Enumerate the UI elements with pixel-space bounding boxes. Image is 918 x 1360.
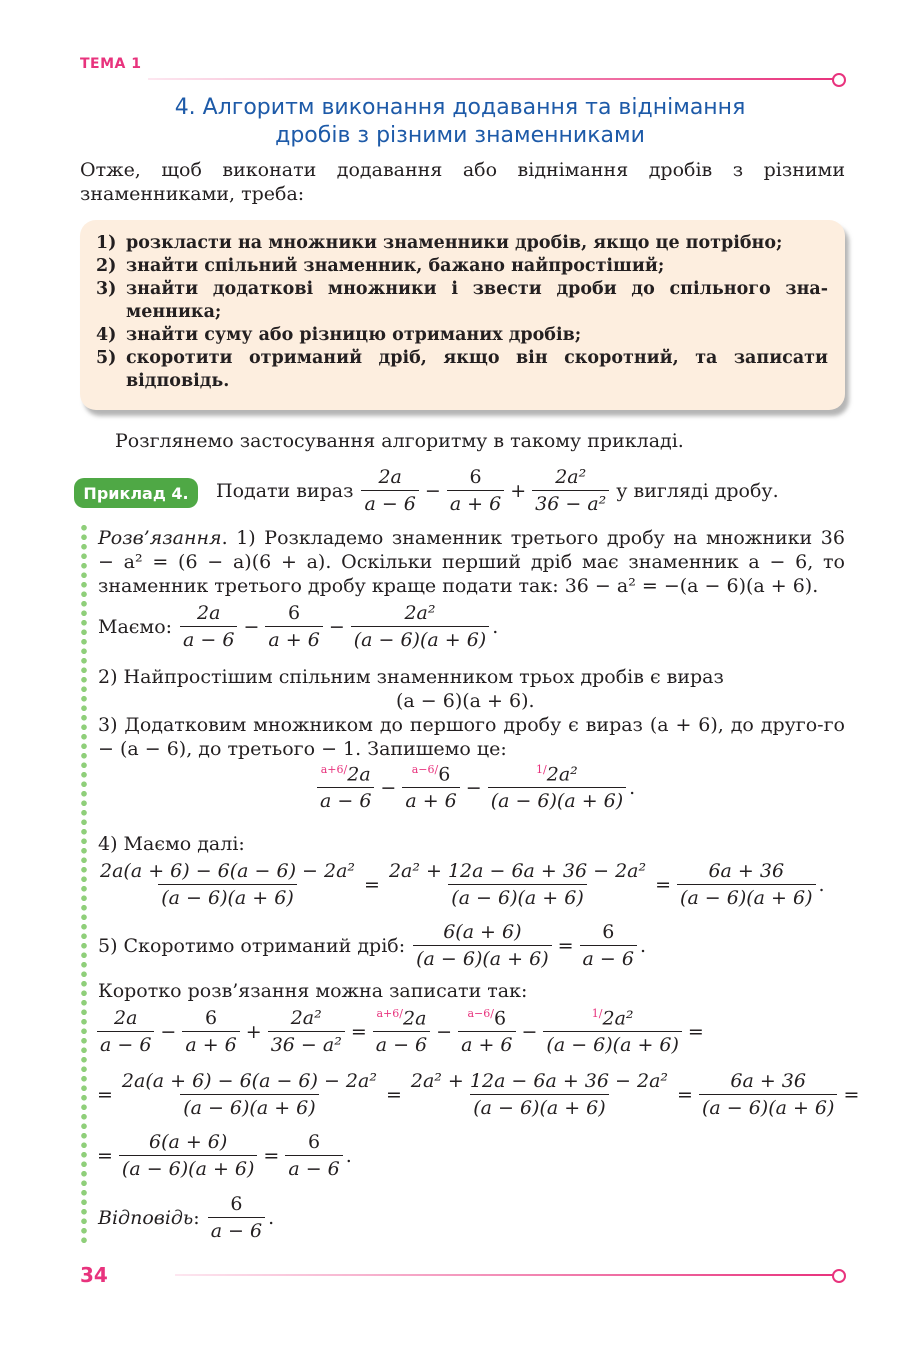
extended-fractions: $\frac{^{a+6/}2a}{a - 6}$ − $\frac{^{a-6/}6}{a + 6}$ − $\frac{^{1/}2a^2}{(a - 6)(a + 6)}$ . <box>314 763 635 812</box>
short-line-3: = $\frac{6(a + 6)}{(a - 6)(a + 6)}$ = $\frac{6}{a - 6}$ . <box>97 1131 352 1180</box>
fraction: $\frac{6}{a + 6}$ <box>265 602 322 651</box>
fraction: $\frac{^{a+6/}2a}{a - 6}$ <box>317 763 374 812</box>
fraction: $\frac{^{a-6/}6}{a + 6}$ <box>402 763 459 812</box>
example-task: Подати вираз $\frac{2a}{a - 6}$ − $\frac{6}{a + 6}$ + $\frac{\text{2a²}}{\text{36 − a²}}$ у вигляді дробу. <box>216 466 779 515</box>
solution-step-3: 3) Додатковим множником до першого дробу є вираз (a + 6), до друго-го − (a − 6), до третього − 1. Запишемо це: <box>98 714 845 760</box>
fraction: $\frac{^{a-6/}6}{a + 6}$ <box>458 1007 515 1056</box>
common-denominator: (a − 6)(a + 6). <box>396 690 535 712</box>
solution-step-1: Розв’язання. 1) Розкладемо знаменник третього дробу на множники 36 − a² = (6 − a)(6 + a). Оскільки перший дріб має знаменник a − 6, то знаменник третього дробу краще подати так: 36 − a² = −(a − 6)(a + 6). <box>98 527 845 597</box>
algorithm-list <box>96 232 828 393</box>
algorithm-step-2: 2) знайти спільний знаменник, бажано найпростіший; <box>96 256 665 276</box>
header-rule <box>148 78 834 80</box>
algorithm-step-1: 1) розкласти на множники знаменники дробів, якщо це потрібно; <box>96 233 783 253</box>
page-number: 34 <box>80 1263 108 1287</box>
fraction: $\frac{\text{2a²}}{\text{36 − a²}}$ <box>268 1007 345 1056</box>
solution-step-4: 4) Маємо далі: <box>98 833 245 855</box>
fraction: $\frac{6(a + 6)}{(a - 6)(a + 6)}$ <box>119 1131 257 1180</box>
solution-dotted-margin <box>80 523 88 1245</box>
step-4-chain: $\frac{\text{2a(a + 6) − 6(a − 6) − 2a²}}{(a - 6)(a + 6)}$ = $\frac{\text{2a² + 12a − 6a + 36 − 2a²}}{(a - 6)(a + 6)}$ = $\frac{6a + 36}{(a - 6)(a + 6)}$ . <box>94 860 825 909</box>
fraction: $\frac{2a}{a - 6}$ <box>361 466 418 515</box>
header-rule-end-circle <box>832 73 846 87</box>
example-intro: Розглянемо застосування алгоритму в такому прикладі. <box>115 430 684 452</box>
fraction: $\frac{6a + 36}{(a - 6)(a + 6)}$ <box>677 860 815 909</box>
answer: Відповідь : $\frac{6}{a - 6}$ . <box>98 1193 275 1242</box>
algorithm-step-5: 5) скоротити отриманий дріб, якщо він скоротний, та записати відповідь. <box>96 348 828 391</box>
fraction: $\frac{\text{2a(a + 6) − 6(a − 6) − 2a²}}{(a - 6)(a + 6)}$ <box>100 860 356 909</box>
fraction: $\frac{6}{a + 6}$ <box>447 466 504 515</box>
solution-step-2: 2) Найпростішим спільним знаменником трьох дробів є вираз <box>98 666 724 688</box>
solution-step-5: 5) Скоротимо отриманий дріб: $\frac{6(a + 6)}{(a - 6)(a + 6)}$ = $\frac{6}{a - 6}$ . <box>98 921 646 970</box>
fraction: $\frac{6a + 36}{(a - 6)(a + 6)}$ <box>699 1070 837 1119</box>
section-title: 4. Алгоритм виконання додавання та віднімання дробів з різними знаменниками <box>174 95 746 148</box>
fraction: $\frac{6}{a - 6}$ <box>208 1193 265 1242</box>
fraction: $\frac{6}{a - 6}$ <box>285 1131 342 1180</box>
short-solution-intro: Коротко розв’язання можна записати так: <box>98 980 528 1002</box>
fraction: $\frac{2a}{a - 6}$ <box>180 602 237 651</box>
footer-rule-end-circle <box>832 1269 846 1283</box>
fraction: $\frac{2a}{a - 6}$ <box>97 1007 154 1056</box>
fraction: $\frac{6(a + 6)}{(a - 6)(a + 6)}$ <box>413 921 551 970</box>
fraction: $\frac{\text{2a²}}{\text{36 − a²}}$ <box>532 466 609 515</box>
short-line-1: $\frac{2a}{a - 6}$ − $\frac{6}{a + 6}$ + $\frac{\text{2a²}}{\text{36 − a²}}$ = $\frac{^{a+6/}2a}{a - 6}$ − $\frac{^{a-6/}6}{a + 6}$ − $\frac{^{1/}2a^2}{(a - 6)(a + 6)}$ = <box>94 1007 707 1056</box>
algorithm-step-3: 3) знайти додаткові множники і звести дроби до спільного зна-менника; <box>96 279 828 322</box>
fraction: $\frac{6}{a - 6}$ <box>580 921 637 970</box>
fraction: $\frac{\text{2a² + 12a − 6a + 36 − 2a²}}{(a - 6)(a + 6)}$ <box>410 1070 669 1119</box>
example-badge: Приклад 4. <box>74 478 198 508</box>
fraction: $\frac{\text{2a(a + 6) − 6(a − 6) − 2a²}}{(a - 6)(a + 6)}$ <box>121 1070 377 1119</box>
fraction: $\frac{^{1/}2a^2}{(a - 6)(a + 6)}$ <box>488 763 626 812</box>
have-expression: Маємо: $\frac{2a}{a - 6}$ − $\frac{6}{a + 6}$ − $\frac{\text{2a²}}{(a - 6)(a + 6)}$ . <box>98 602 499 651</box>
fraction: $\frac{\text{2a²}}{(a - 6)(a + 6)}$ <box>351 602 489 651</box>
fraction: $\frac{^{1/}2a^2}{(a - 6)(a + 6)}$ <box>543 1007 681 1056</box>
footer-rule <box>175 1274 834 1276</box>
short-line-2: = $\frac{\text{2a(a + 6) − 6(a − 6) − 2a²}}{(a - 6)(a + 6)}$ = $\frac{\text{2a² + 12a − 6a + 36 − 2a²}}{(a - 6)(a + 6)}$ = $\frac{6a + 36}{(a - 6)(a + 6)}$ = <box>97 1070 860 1119</box>
fraction: $\frac{\text{2a² + 12a − 6a + 36 − 2a²}}{(a - 6)(a + 6)}$ <box>388 860 647 909</box>
topic-label: ТЕМА 1 <box>80 56 142 72</box>
intro-paragraph: Отже, щоб виконати додавання або віднімання дробів з різними знаменниками, треба: <box>80 159 845 205</box>
fraction: $\frac{6}{a + 6}$ <box>182 1007 239 1056</box>
algorithm-step-4: 4) знайти суму або різницю отриманих дробів; <box>96 325 582 345</box>
fraction: $\frac{^{a+6/}2a}{a - 6}$ <box>373 1007 430 1056</box>
